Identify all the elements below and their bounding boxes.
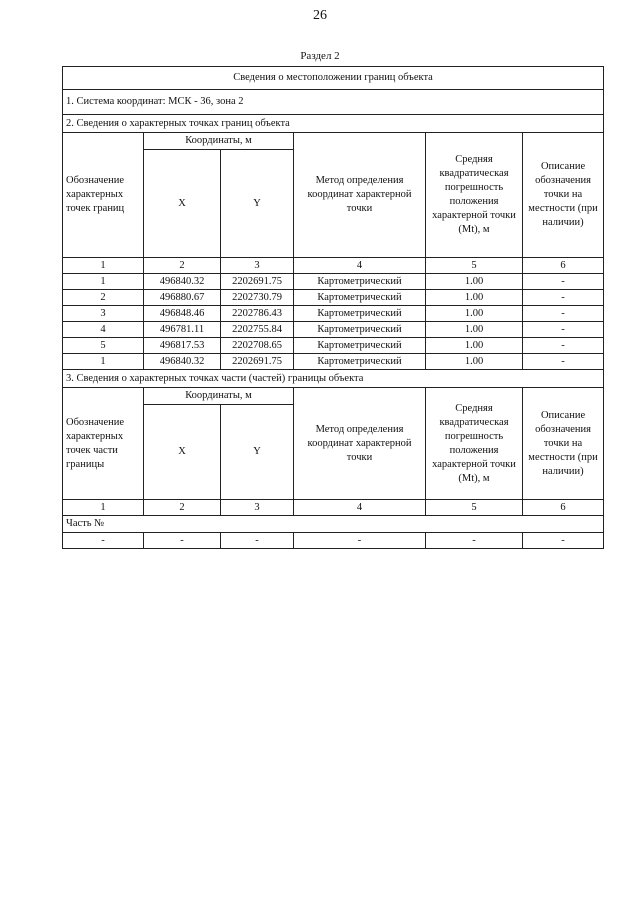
col-number: 2 bbox=[144, 258, 221, 274]
column-numbers-row bbox=[63, 258, 604, 274]
col-number: 1 bbox=[63, 500, 144, 516]
col-number: 6 bbox=[523, 500, 604, 516]
part-cell: - bbox=[221, 533, 294, 549]
header-designation: Обозначение характерных точек границ bbox=[63, 133, 144, 258]
description: - bbox=[523, 290, 604, 306]
table-row bbox=[63, 322, 604, 338]
part-cell: - bbox=[294, 533, 426, 549]
error: 1.00 bbox=[426, 338, 523, 354]
method: Картометрический bbox=[294, 338, 426, 354]
table-row bbox=[63, 354, 604, 370]
header-y: Y bbox=[221, 150, 294, 258]
coord-x: 496817.53 bbox=[144, 338, 221, 354]
col-number: 3 bbox=[221, 500, 294, 516]
method: Картометрический bbox=[294, 306, 426, 322]
error: 1.00 bbox=[426, 322, 523, 338]
method: Картометрический bbox=[294, 354, 426, 370]
col-number: 5 bbox=[426, 258, 523, 274]
coord-y: 2202755.84 bbox=[221, 322, 294, 338]
description: - bbox=[523, 354, 604, 370]
method: Картометрический bbox=[294, 290, 426, 306]
table-title: Сведения о местоположении границ объекта bbox=[63, 67, 604, 90]
description: - bbox=[523, 338, 604, 354]
point-id: 3 bbox=[63, 306, 144, 322]
method: Картометрический bbox=[294, 274, 426, 290]
header-description: Описание обозначения точки на местности (при наличии) bbox=[523, 388, 604, 500]
header-designation-part: Обозначение характерных точек части границы bbox=[63, 388, 144, 500]
error: 1.00 bbox=[426, 290, 523, 306]
description: - bbox=[523, 274, 604, 290]
table-row bbox=[63, 338, 604, 354]
col-number: 2 bbox=[144, 500, 221, 516]
section3-title: 3. Сведения о характерных точках части (частей) границы объекта bbox=[63, 370, 604, 388]
method: Картометрический bbox=[294, 322, 426, 338]
section-label: Раздел 2 bbox=[300, 50, 340, 62]
table-row bbox=[63, 274, 604, 290]
table-row bbox=[63, 306, 604, 322]
coord-y: 2202691.75 bbox=[221, 354, 294, 370]
point-id: 4 bbox=[63, 322, 144, 338]
header-coordinates: Координаты, м bbox=[144, 133, 294, 150]
table-row bbox=[63, 290, 604, 306]
col-number: 3 bbox=[221, 258, 294, 274]
col-number: 4 bbox=[294, 258, 426, 274]
col-number: 6 bbox=[523, 258, 604, 274]
header-x: X bbox=[144, 150, 221, 258]
part-cell: - bbox=[523, 533, 604, 549]
coord-y: 2202730.79 bbox=[221, 290, 294, 306]
coord-y: 2202708.65 bbox=[221, 338, 294, 354]
point-id: 1 bbox=[63, 274, 144, 290]
coord-x: 496840.32 bbox=[144, 354, 221, 370]
header-y: Y bbox=[221, 405, 294, 500]
part-cell: - bbox=[426, 533, 523, 549]
column-numbers-row bbox=[63, 500, 604, 516]
header-coordinates: Координаты, м bbox=[144, 388, 294, 405]
header-error: Средняя квадратическая погрешность положения характерной точки (Mt), м bbox=[426, 388, 523, 500]
coord-system-info: 1. Система координат: МСК - 36, зона 2 bbox=[63, 90, 604, 115]
page-number: 26 bbox=[313, 8, 327, 23]
header-method: Метод определения координат характерной точки bbox=[294, 133, 426, 258]
table-row bbox=[63, 533, 604, 549]
header-description: Описание обозначения точки на местности (при наличии) bbox=[523, 133, 604, 258]
col-number: 5 bbox=[426, 500, 523, 516]
header-method: Метод определения координат характерной точки bbox=[294, 388, 426, 500]
description: - bbox=[523, 322, 604, 338]
coord-y: 2202786.43 bbox=[221, 306, 294, 322]
coord-x: 496880.67 bbox=[144, 290, 221, 306]
part-cell: - bbox=[144, 533, 221, 549]
error: 1.00 bbox=[426, 354, 523, 370]
section2-title: 2. Сведения о характерных точках границ объекта bbox=[63, 115, 604, 133]
header-error: Средняя квадратическая погрешность положения характерной точки (Mt), м bbox=[426, 133, 523, 258]
part-cell: - bbox=[63, 533, 144, 549]
point-id: 1 bbox=[63, 354, 144, 370]
boundary-table bbox=[62, 66, 604, 549]
col-number: 4 bbox=[294, 500, 426, 516]
coord-x: 496840.32 bbox=[144, 274, 221, 290]
error: 1.00 bbox=[426, 306, 523, 322]
coord-y: 2202691.75 bbox=[221, 274, 294, 290]
col-number: 1 bbox=[63, 258, 144, 274]
coord-x: 496781.11 bbox=[144, 322, 221, 338]
description: - bbox=[523, 306, 604, 322]
point-id: 5 bbox=[63, 338, 144, 354]
point-id: 2 bbox=[63, 290, 144, 306]
part-label: Часть № bbox=[63, 516, 604, 533]
error: 1.00 bbox=[426, 274, 523, 290]
header-x: X bbox=[144, 405, 221, 500]
coord-x: 496848.46 bbox=[144, 306, 221, 322]
